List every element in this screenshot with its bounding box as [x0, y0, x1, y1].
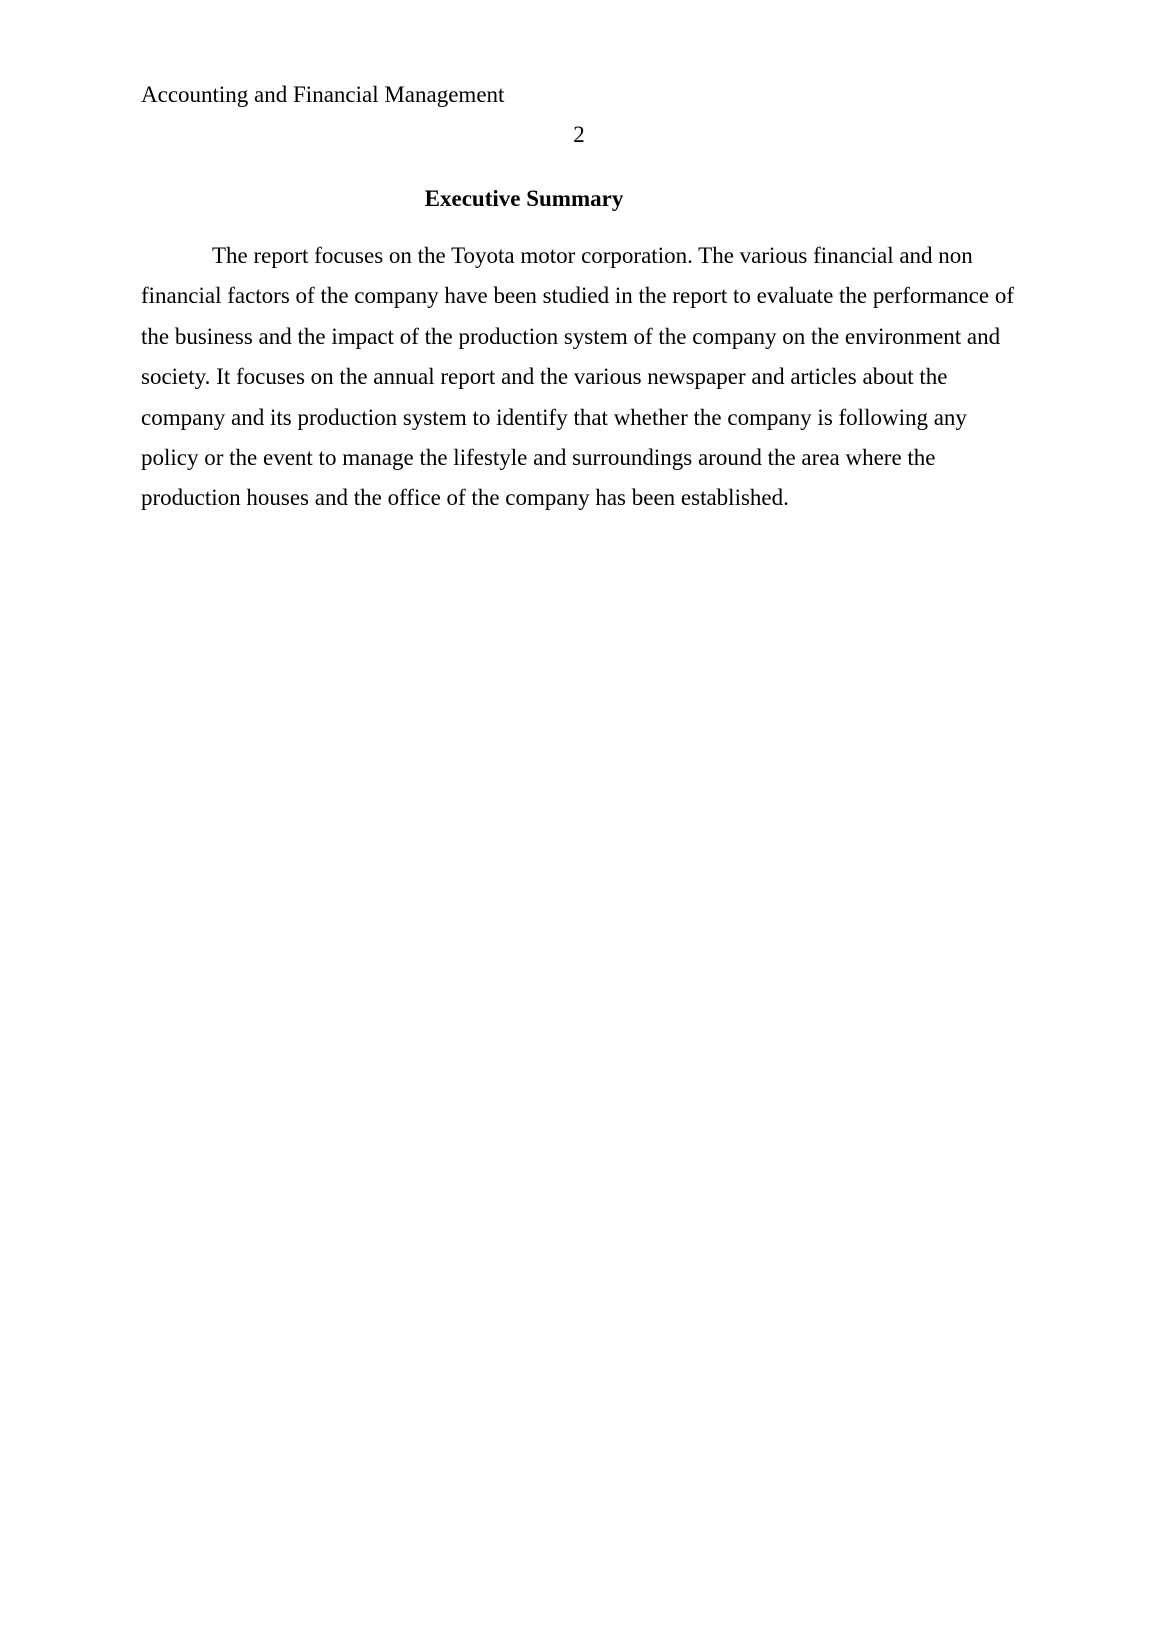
page-number: 2 — [573, 122, 585, 147]
running-head: Accounting and Financial Management — [141, 82, 505, 107]
section-title: Executive Summary — [424, 186, 624, 211]
body-paragraph: The report focuses on the Toyota motor corporation. The various financial and non financial factors of the company have been studied in the report to evaluate the performance of the business and the impact of the production system of the company on the environment and society. It focuses on the annual report and the various newspaper and articles about the company and its production system to identify that whether the company is following any policy or the event to manage the lifestyle and surroundings around the area where the production houses and the office of the company has been established. — [141, 243, 1014, 511]
